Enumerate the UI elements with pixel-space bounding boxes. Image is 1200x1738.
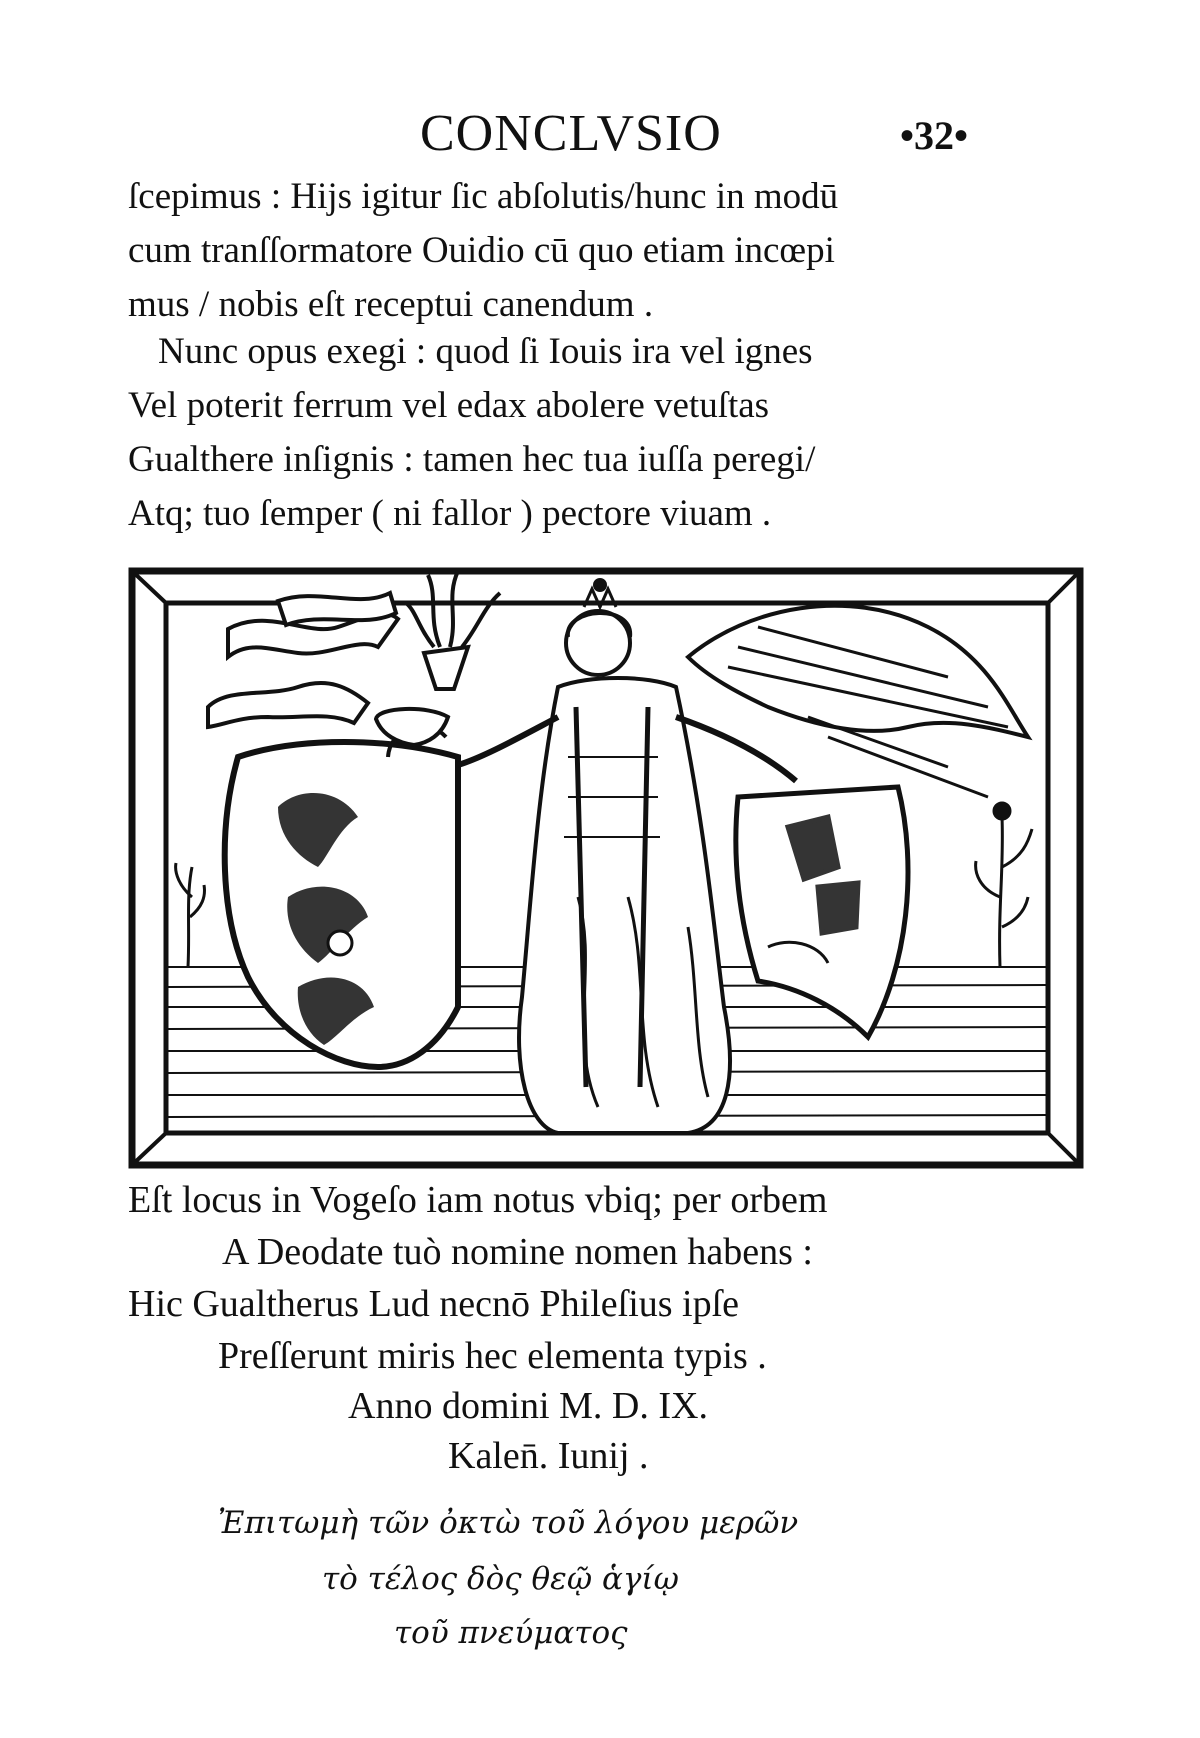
verse-line: Nunc opus exegi : quod ſi Iouis ira vel ignes [158,331,813,372]
greek-line: τὸ τέλος δὸς θεῷ ἁγίῳ [322,1561,679,1597]
colophon-line: Preſſerunt miris hec elementa typis . [218,1335,767,1377]
plant-left [176,863,205,967]
colophon-line: Kalen̄. Iunij . [448,1435,649,1477]
greek-line: Ἐπιτωμὴ τῶν ὀκτὼ τοῦ λόγου μερῶν [218,1505,799,1541]
verse-line: Vel poterit ferrum vel edax abolere vetuſtas [128,385,770,426]
prose-line: ſcepimus : Hijs igitur ſic abſolutis/hunc in modū [128,176,839,217]
verse-line: Atq; tuo ſemper ( ni fallor ) pectore viuam . [128,493,772,534]
running-header [0,104,1200,164]
page-title: CONCLVSIO [420,105,722,162]
prose-paragraph [128,170,1088,332]
thistle-right [976,803,1032,967]
crest-helmet [376,571,500,745]
shield-right [736,787,908,1037]
prose-line: cum tranſſormatore Ouidio cū quo etiam incœpi [128,230,835,271]
folio-number: •32• [900,113,969,158]
shield-left [225,727,458,1067]
colophon-line: Anno domini M. D. IX. [348,1385,708,1427]
colophon-line: Eſt locus in Vogeſo iam notus vbiq; per orbem [128,1179,828,1221]
verse-line: Gualthere inſignis : tamen hec tua iuſſa peregi/ [128,439,816,480]
greek-line: τοῦ πνεύματος [394,1615,628,1651]
verse-stanza [128,325,1088,541]
banner-ribbons [208,593,398,727]
colophon-line: Hic Gualtherus Lud necnō Phileſius ipſe [128,1283,740,1325]
prose-line: mus / nobis eſt receptui canendum . [128,284,654,325]
woodcut-illustration [128,567,1084,1169]
colophon-line: A Deodate tuò nomine nomen habens : [222,1231,813,1273]
